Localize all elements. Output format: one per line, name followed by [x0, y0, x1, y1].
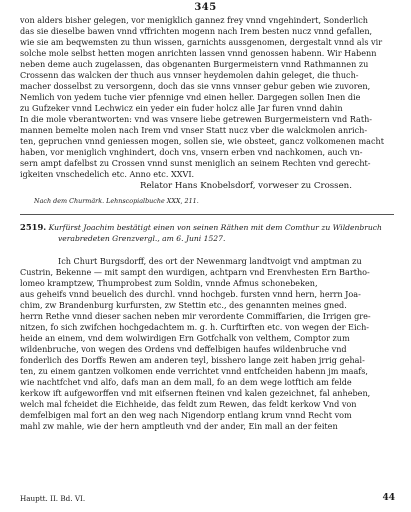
text-line: das sie dieselbe bawen vnnd vffrichten mogenn nach Irem besten nucz vnnd gefallen,: [20, 26, 373, 36]
document-heading: [20, 222, 395, 233]
text-line: kerkow ift aufgeworffen vnd mit eifsernen fteinen vnd kalen gezeichnet, fal anheben,: [20, 388, 371, 398]
text-line: mahl zw mahle, wie der hern amptleuth vnd der ander, Ein mall an der feiten: [20, 421, 338, 431]
relator-line: Relator Hans Knobelsdorf, vorweser zu Crossen.: [140, 181, 352, 191]
text-line: ten, gepruchen vnnd geniessen mogen, sollen sie, wie obsteet, gancz volkomenen macht: [20, 136, 384, 146]
text-line: chim, zw Brandenburg kurfursten, zw Stettin etc., des genannten meines gned.: [20, 300, 347, 310]
text-line: haben, vor meniglich vnghindert, doch vns, vnsern erben vnd nachkomen, auch vn-: [20, 147, 363, 157]
document-number: 2519.: [20, 222, 47, 232]
text-line: Crossenn das walcken der thuch aus vnnser heydemolen dahin geleget, die thuch-: [20, 70, 359, 80]
document-heading-line-2: verabredeten Grenzvergl., am 6. Juni 1527.: [58, 234, 226, 243]
text-line: In die mole vberantworten: vnd was vnsere liebe getrewen Burgermeistern vnd Rath-: [20, 114, 373, 124]
section-divider: [20, 214, 394, 215]
text-line: neben deme auch zugelassen, das obgenanten Burgermeistern vnnd Rathmannen zu: [20, 59, 369, 69]
text-line: herrn Rethe vnnd dieser sachen neben mir verordente Commiffarien, die Irrigen gre-: [20, 311, 371, 321]
footer-sheet-number: 44: [382, 493, 395, 503]
text-line: heide an einem, vnd dem wolwirdigen Ern Gotfchalk von velthem, Comptor zum: [20, 333, 350, 343]
footer-signature: Hauptt. II. Bd. VI.: [20, 494, 86, 503]
text-line: ten, zu einem gantzen volkomen ende verrichtet vnnd entfcheiden habenn jm maafs,: [20, 366, 368, 376]
document-heading-line-1: Kurfürst Joachim bestätigt einen von seinen Räthen mit dem Comthur zu Wildenbruch: [48, 223, 382, 232]
text-line: solche mole selbst hetten mogen anrichten lassen vnnd genossen habenn. Wir Habenn: [20, 48, 377, 58]
text-line: igkeiten vnschedelich etc. Anno etc. XXVI.: [20, 169, 195, 179]
text-line: mannen bemelte molen nach Irem vnd vnser Statt nucz vber die walckmolen anrich-: [20, 125, 368, 135]
text-line: macher dosselbst zu versorgenn, doch das sie vnns vnnser gebur geben wie zuvoren,: [20, 81, 371, 91]
text-line: lomeo kramptzew, Thumprobest zum Soldin, vnnde Afmus schonebeken,: [20, 278, 318, 288]
text-line: Custrin, Bekenne — mit sampt den wurdigen, achtparn vnd Erenvhesten Ern Bartho-: [20, 267, 370, 277]
text-line: zu Gufzeker vnnd Lechwicz ein yeder ein fuder holcz alle Jar furen vnnd dahin: [20, 103, 343, 113]
text-line: welch mal fcheidet die Eichheide, das feldt zum Rewen, das feldt kerkow Vnd von: [20, 399, 357, 409]
text-line: aus geheifs vnnd beuelich des durchl. vnnd hochgeb. fursten vnnd hern, herrn Joa-: [20, 289, 361, 299]
text-line: fonderlich des Dorffs Rewen am anderen teyl, bisshero lange zeit haben jrrig gehal-: [20, 355, 365, 365]
text-line: demfelbigen mal fort an den weg nach Nigendorp entlang krum vnnd Recht vom: [20, 410, 352, 420]
text-line: von alders bisher gelegen, vor menigklich gannez frey vnnd vngehindert, Sonderlich: [20, 15, 369, 25]
text-line: wie sie am beqwemsten zu thun wissen, garnichts aussgenomen, dergestalt vnnd als vir: [20, 37, 383, 47]
source-citation: Nach dem Churmärk. Lehnscopialbuche XXX, 211.: [34, 197, 199, 205]
text-line: sern ampt dafelbst zu Crossen vnnd sunst meniglich an seinem Rechten vnd gerecht-: [20, 158, 371, 168]
text-line: wie nachtfchet vnd alfo, dafs man an dem mall, fo an dem wege lotftich am felde: [20, 377, 352, 387]
text-line: Nemlich von yedem tuche vier pfennige vnd einen heller. Dargegen sollen Inen die: [20, 92, 361, 102]
text-line: nitzen, fo sich zwifchen hochgedachtem m. g. h. Curftirften etc. von wegen der Eich-: [20, 322, 370, 332]
text-line: wildenbruche, von wegen des Ordens vnd deffelbigen haufes wildenbruche vnd: [20, 344, 347, 354]
text-line: Ich Churt Burgsdorff, des ort der Newenmarg landtvoigt vnd amptman zu: [58, 256, 362, 266]
page-number: 345: [194, 2, 217, 13]
